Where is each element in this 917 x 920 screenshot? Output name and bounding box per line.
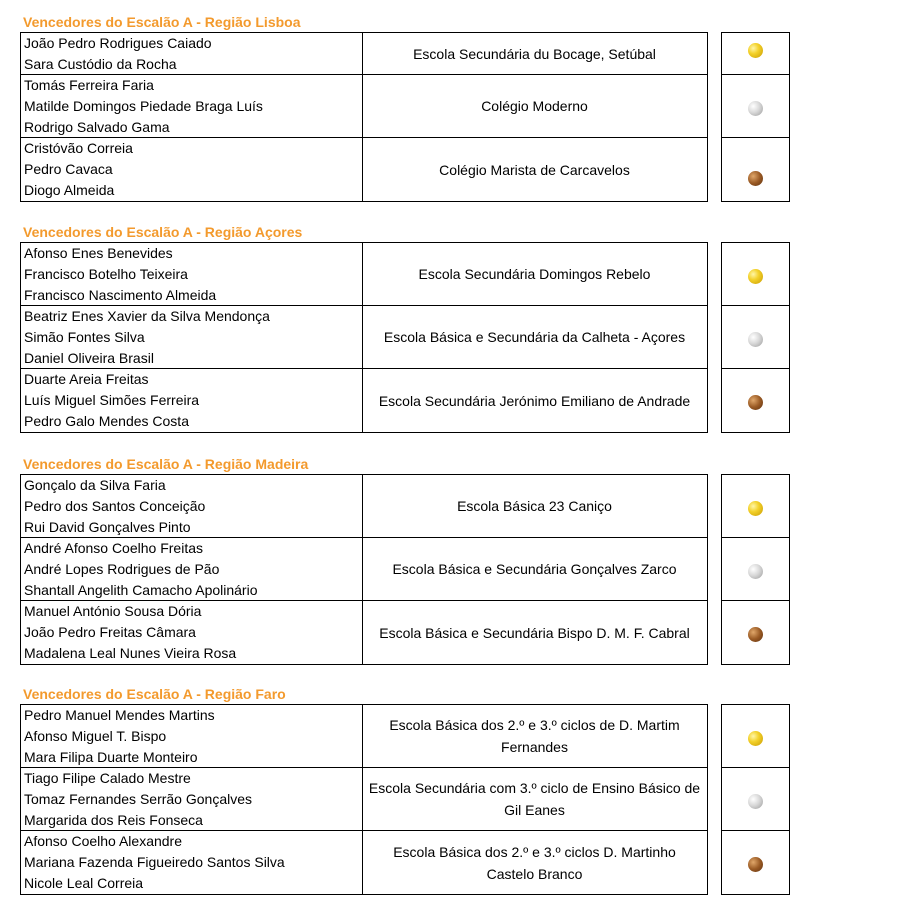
student-name: Diogo Almeida	[24, 182, 115, 198]
team-row	[21, 601, 362, 664]
team-row	[21, 75, 362, 138]
names-column	[20, 474, 363, 665]
student-name: Shantall Angelith Camacho Apolinário	[24, 582, 258, 598]
student-name: Luís Miguel Simões Ferreira	[24, 392, 200, 408]
student-name: Nicole Leal Correia	[24, 875, 144, 891]
school-column	[362, 242, 708, 433]
gold-medal-icon	[748, 43, 763, 58]
medal-column	[721, 242, 790, 433]
school-name: Escola Básica dos 2.º e 3.º ciclos de D. Martim Fernandes	[362, 705, 707, 768]
team-row	[21, 768, 362, 831]
medal-column	[721, 32, 790, 202]
team-row	[21, 538, 362, 601]
school-name: Escola Secundária Jerónimo Emiliano de Andrade	[378, 392, 691, 409]
team-row	[21, 369, 362, 432]
student-name: Sara Custódio da Rocha	[24, 56, 177, 72]
medal-cell	[722, 306, 789, 369]
medal-cell	[722, 475, 789, 538]
medal-column	[721, 704, 790, 895]
school-name: Escola Secundária Domingos Rebelo	[362, 243, 707, 306]
student-name: Madalena Leal Nunes Vieira Rosa	[24, 645, 237, 661]
bronze-medal-icon	[748, 395, 763, 410]
student-name: Afonso Coelho Alexandre	[24, 833, 182, 849]
student-name: Daniel Oliveira Brasil	[24, 350, 154, 366]
medal-cell	[722, 75, 789, 138]
student-name: Francisco Nascimento Almeida	[24, 287, 217, 303]
team-row	[21, 33, 362, 75]
bronze-medal-icon	[748, 857, 763, 872]
student-name: Tomaz Fernandes Serrão Gonçalves	[24, 791, 252, 807]
team-row	[21, 138, 362, 201]
student-name: Simão Fontes Silva	[24, 329, 145, 345]
section-title: Vencedores do Escalão A - Região Madeira	[23, 456, 309, 472]
student-name: Afonso Enes Benevides	[24, 245, 173, 261]
gold-medal-icon	[748, 269, 763, 284]
school-name: Escola Secundária du Bocage, Setúbal	[362, 33, 707, 75]
student-name: Rui David Gonçalves Pinto	[24, 519, 191, 535]
student-name: Beatriz Enes Xavier da Silva Mendonça	[24, 308, 270, 324]
school-column	[362, 474, 708, 665]
student-name: Tomás Ferreira Faria	[24, 77, 154, 93]
medal-cell	[722, 768, 789, 831]
student-name: Duarte Areia Freitas	[24, 371, 149, 387]
school-name: Escola Básica 23 Caniço	[362, 475, 707, 538]
student-name: André Lopes Rodrigues de Pão	[24, 561, 220, 577]
school-name: Escola Básica dos 2.º e 3.º ciclos D. Martinho Castelo Branco	[393, 843, 676, 882]
student-name: Gonçalo da Silva Faria	[24, 477, 166, 493]
silver-medal-icon	[748, 564, 763, 579]
medal-cell	[722, 831, 789, 894]
student-name: Pedro Cavaca	[24, 161, 113, 177]
student-name: Pedro Galo Mendes Costa	[24, 413, 189, 429]
medal-column	[721, 474, 790, 665]
team-row	[21, 475, 362, 538]
silver-medal-icon	[748, 101, 763, 116]
school-name: Colégio Marista de Carcavelos	[439, 161, 630, 178]
section-title: Vencedores do Escalão A - Região Açores	[23, 224, 303, 240]
student-name: João Pedro Freitas Câmara	[24, 624, 196, 640]
school-column	[362, 704, 708, 895]
medal-cell	[722, 369, 789, 432]
student-name: André Afonso Coelho Freitas	[24, 540, 203, 556]
student-name: Afonso Miguel T. Bispo	[24, 728, 167, 744]
school-name: Escola Secundária com 3.º ciclo de Ensino Básico de Gil Eanes	[362, 768, 707, 831]
student-name: Cristóvão Correia	[24, 140, 133, 156]
student-name: Manuel António Sousa Dória	[24, 603, 202, 619]
student-name: Matilde Domingos Piedade Braga Luís	[24, 98, 263, 114]
school-name: Escola Básica e Secundária Gonçalves Zarco	[362, 538, 707, 601]
gold-medal-icon	[748, 731, 763, 746]
student-name: João Pedro Rodrigues Caiado	[24, 35, 212, 51]
school-column	[362, 32, 708, 202]
student-name: Tiago Filipe Calado Mestre	[24, 770, 191, 786]
names-column	[20, 32, 363, 202]
school-name: Escola Básica e Secundária Bispo D. M. F. Cabral	[379, 624, 690, 641]
medal-cell	[722, 538, 789, 601]
school-name: Colégio Moderno	[362, 75, 707, 138]
silver-medal-icon	[748, 794, 763, 809]
names-column	[20, 704, 363, 895]
names-column	[20, 242, 363, 433]
section-title: Vencedores do Escalão A - Região Lisboa	[23, 14, 301, 30]
medal-cell	[722, 243, 789, 306]
school-name: Escola Básica e Secundária da Calheta - Açores	[362, 306, 707, 369]
bronze-medal-icon	[748, 171, 763, 186]
student-name: Mara Filipa Duarte Monteiro	[24, 749, 198, 765]
student-name: Francisco Botelho Teixeira	[24, 266, 188, 282]
team-row	[21, 831, 362, 894]
student-name: Margarida dos Reis Fonseca	[24, 812, 203, 828]
medal-cell	[722, 138, 789, 201]
silver-medal-icon	[748, 332, 763, 347]
student-name: Rodrigo Salvado Gama	[24, 119, 170, 135]
section-title: Vencedores do Escalão A - Região Faro	[23, 686, 286, 702]
gold-medal-icon	[748, 501, 763, 516]
medal-cell	[722, 705, 789, 768]
student-name: Mariana Fazenda Figueiredo Santos Silva	[24, 854, 285, 870]
bronze-medal-icon	[748, 627, 763, 642]
team-row	[21, 705, 362, 768]
medal-cell	[722, 33, 789, 75]
team-row	[21, 243, 362, 306]
student-name: Pedro dos Santos Conceição	[24, 498, 206, 514]
student-name: Pedro Manuel Mendes Martins	[24, 707, 215, 723]
team-row	[21, 306, 362, 369]
medal-cell	[722, 601, 789, 664]
